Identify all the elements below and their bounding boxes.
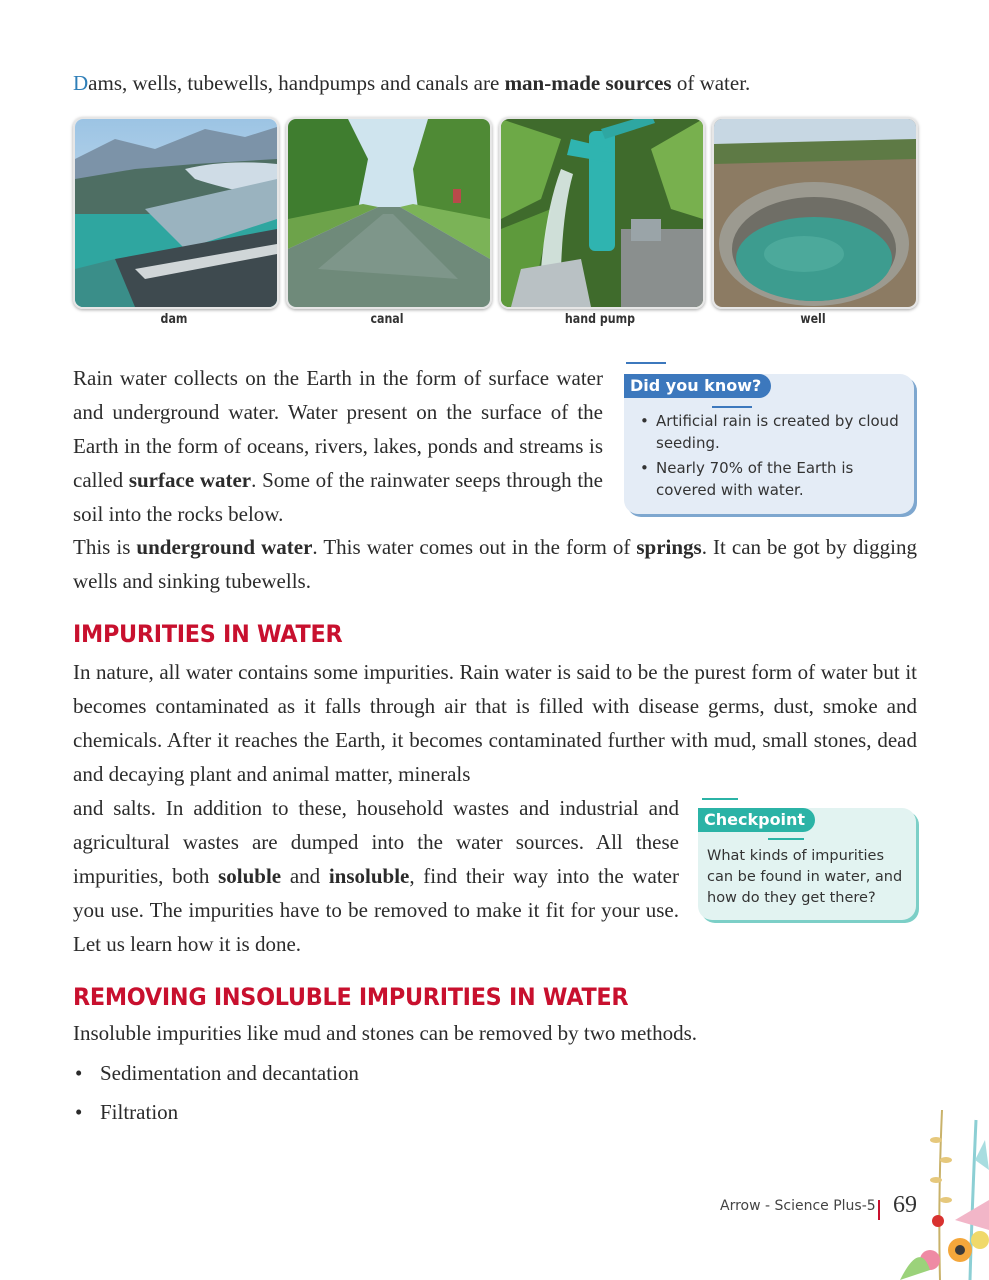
checkpoint-title: Checkpoint (698, 808, 815, 832)
underground-water-paragraph: This is underground water. This water comes out in the form of springs. It can be got by digging wells and sinking tubewells. (73, 535, 917, 593)
photo-caption: hand pump (564, 312, 636, 327)
list-item: • Filtration (73, 1093, 359, 1132)
impurities-paragraph-2: and salts. In addition to these, household wastes and industrial and agricultural wastes are dumped into the water sources. All these impurities, both soluble and insoluble, find their way into the water you use. The impurities have to be removed to make it fit for your use. Let us learn how it is done. (73, 796, 679, 956)
photo-caption: dam (160, 312, 188, 327)
list-item: • Artificial rain is created by cloud seeding. (636, 410, 906, 454)
list-item: • Nearly 70% of the Earth is covered with water. (636, 457, 906, 501)
dam-photo (73, 117, 279, 309)
canal-photo (286, 117, 492, 309)
checkpoint-question: What kinds of impurities can be found in water, and how do they get there? (707, 848, 903, 906)
page-number: 69 (893, 1192, 917, 1218)
list-item: • Sedimentation and decantation (73, 1054, 359, 1093)
footer-book-title: Arrow - Science Plus-5 (720, 1198, 876, 1214)
photo-strip (73, 117, 917, 307)
impurities-heading: IMPURITIES IN WATER (73, 620, 343, 648)
photo-caption: well (800, 312, 826, 327)
impurities-paragraph-1: In nature, all water contains some impurities. Rain water is said to be the purest form of water but it becomes contaminated as it falls through air that is filled with disease germs, dust, smoke and chemicals. After it reaches the Earth, it becomes contaminated further with mud, small stones, dead and decaying plant and animal matter, minerals (73, 660, 917, 786)
drop-cap: D (73, 71, 89, 95)
intro-line: Dams, wells, tubewells, handpumps and canals are man-made sources of water. (73, 71, 751, 95)
did-you-know-title: Did you know? (624, 374, 771, 398)
flower-decoration-icon (900, 1100, 989, 1280)
methods-list (73, 1054, 359, 1132)
did-you-know-list (636, 410, 906, 504)
did-you-know-box (624, 374, 914, 514)
removing-heading: REMOVING INSOLUBLE IMPURITIES IN WATER (73, 983, 629, 1011)
handpump-photo (499, 117, 705, 309)
surface-water-paragraph: Rain water collects on the Earth in the form of surface water and underground water. Water present on the surface of the Earth in the form of oceans, rivers, lakes, ponds and streams is called surface water. Some of the rainwater seeps through the soil into the rocks below. (73, 366, 603, 526)
well-photo (712, 117, 918, 309)
footer-divider (878, 1200, 880, 1220)
checkpoint-box (698, 808, 916, 920)
photo-caption: canal (370, 312, 404, 327)
removing-intro: Insoluble impurities like mud and stones can be removed by two methods. (73, 1021, 698, 1045)
